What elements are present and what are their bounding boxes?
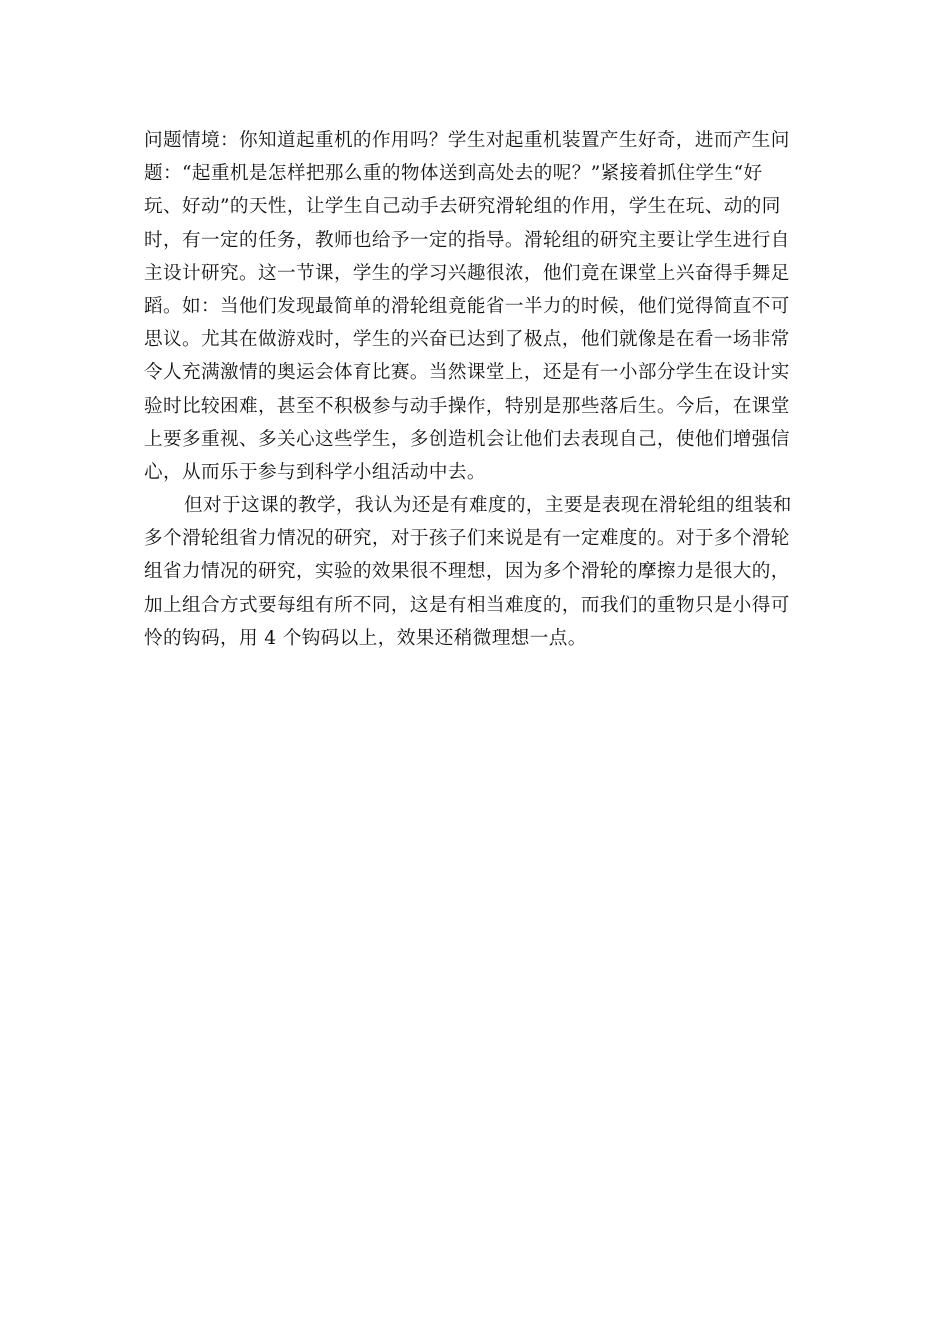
text-line: 时，有一定的任务，教师也给予一定的指导。滑轮组的研究主要让学生进行自 [144,229,790,251]
text-line: 令人充满激情的奥运会体育比赛。当然课堂上，还是有一小部分学生在设计实 [144,362,790,384]
text-line: 上要多重视、多关心这些学生，多创造机会让他们去表现自己，使他们增强信 [144,428,790,450]
text-line: 心，从而乐于参与到科学小组活动中去。 [144,461,486,483]
text-line: 但对于这课的教学，我认为还是有难度的，主要是表现在滑轮组的组装和 [184,495,792,517]
text-line: 加上组合方式要每组有所不同，这是有相当难度的，而我们的重物只是小得可 [144,594,790,616]
text-line: 问题情境：你知道起重机的作用吗？学生对起重机装置产生好奇，进而产生问 [144,130,790,151]
text-line: 玩、好动”的天性，让学生自己动手去研究滑轮组的作用，学生在玩、动的同 [144,196,781,218]
text-line: 题：“起重机是怎样把那么重的物体送到高处去的呢？”紧接着抓住学生“好 [144,163,763,185]
document-body [144,124,806,655]
text-line: 验时比较困难，甚至不积极参与动手操作，特别是那些落后生。今后，在课堂 [144,395,790,417]
paragraph-1 [144,124,806,489]
text-line: 思议。尤其在做游戏时，学生的兴奋已达到了极点，他们就像是在看一场非常 [144,329,790,351]
paragraph-2 [144,489,806,655]
text-line: 蹈。如：当他们发现最简单的滑轮组竟能省一半力的时候，他们觉得简直不可 [144,295,790,317]
text-line: 怜的钩码，用 4 个钩码以上，效果还稍微理想一点。 [144,627,587,649]
text-line: 主设计研究。这一节课，学生的学习兴趣很浓，他们竟在课堂上兴奋得手舞足 [144,262,790,284]
text-line: 组省力情况的研究，实验的效果很不理想，因为多个滑轮的摩擦力是很大的， [144,561,790,583]
text-line: 多个滑轮组省力情况的研究，对于孩子们来说是有一定难度的。对于多个滑轮 [144,528,790,550]
